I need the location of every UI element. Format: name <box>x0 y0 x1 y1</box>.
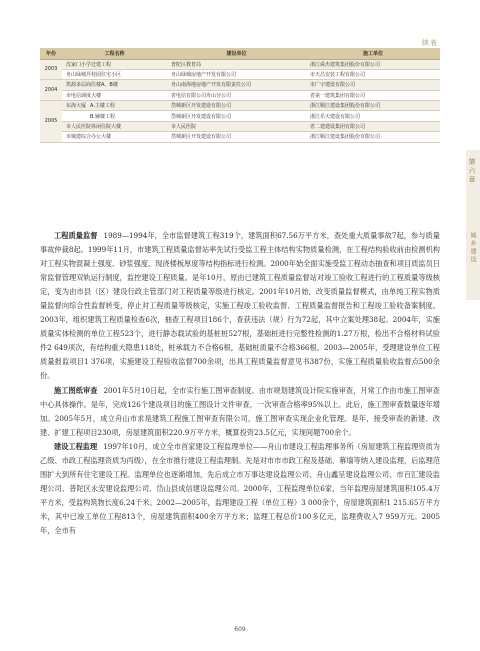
project-cell <box>62 111 167 121</box>
col-header-project: 工程名称 <box>62 48 167 59</box>
contractor-cell: 浙江乐天建设有限公司 <box>306 111 440 121</box>
builder-cell: 舟山绿城房地产开发有限公司 <box>167 69 306 79</box>
project-cell: 沈家门小学迁建工程 <box>62 59 167 69</box>
table-row <box>40 59 440 69</box>
table-row <box>40 101 440 111</box>
contractor-cell: 浙江舜杰建筑集团股份有限公司 <box>306 59 440 69</box>
paragraph-heading: 工程质量监督 <box>54 231 98 240</box>
builder-cell: 省电信有限公司舟山分公司 <box>167 90 306 100</box>
project-cell: 凯源多层商住楼A、B楼 <box>62 80 167 90</box>
contractor-cell: 市天昌安装工程有限公司 <box>306 69 440 79</box>
body-text <box>40 229 440 538</box>
table-row <box>40 111 440 121</box>
contractor-cell: 省第一建筑集团有限公司 <box>306 90 440 100</box>
builder-cell: 舟山南海地房地产开发有限责任公司 <box>167 80 306 90</box>
paragraph-heading: 施工图纸审查 <box>54 385 98 395</box>
table-row <box>40 69 440 79</box>
project-cell: 舟山绿城丹桂园住宅小区 <box>62 69 167 79</box>
table-header-row <box>40 48 440 59</box>
paragraph-quality-supervision <box>40 229 440 384</box>
section-label: 城乡建设 <box>469 232 476 264</box>
project-subitem: A.主楼工程 <box>90 103 115 110</box>
col-header-contractor: 施工单位 <box>306 48 440 59</box>
col-header-year: 年份 <box>40 48 62 59</box>
project-cell: 市城建综合办公大楼 <box>62 132 167 142</box>
table-row <box>40 90 440 100</box>
builder-cell: 岱城新区开发建设有限公司 <box>167 111 306 121</box>
project-group-label: 东海大厦 <box>65 103 86 110</box>
paragraph-supervision <box>40 440 440 538</box>
paragraph-body: 1989—1994年，全市监督建筑工程319个，建筑面积67.56万平方米，查处重大质量事故7起，参与质量事故仲裁8起。1999年11月，市建筑工程质量监督站率先试行受监工程主体结构实物质量检测，在工程结构验收前由检测机构对工程实物混凝土强度、砂浆强度、现浇楼板厚度等结构指标进行检测。2000年始全面实施受监工程动态抽查和项目质监员日常监督管理双轨运行制度，监控建设工程质量。是年10月，原由已建筑工程质量监督站对竣工验收工程进行的工程质量等级核定，变为由市县（区）建设行政主管部门对工程质量等级进行核定。2001年10月始，改变质量监督模式，由单纯工程实物质量监督向综合性监督转变，停止对工程质量等级核定，实施工程竣工验收监督、工程质量监督报告和工程竣工验收备案制度。2003年，组织建筑工程质量检查6次，抽查工程项目186个，查获违法（规）行为72起，其中立案处理38起。2004年，实施质量实体检测的单位工程523个，进行静态载试验的基桩桩527根，基础桩进行完整性检测的1.27万根，检出不合格材料试验件2 649项次，有结构重大隐患118处，桩承载力不合格6根，基础桩质量不合格366根。2003—2005年，受理建设单位工程质量报监项目1 376项，实施建设工程验收监督700余项，出具工程质量监督意见书387份，实施工程质量验收监督点500余份。 <box>40 231 440 381</box>
chapter-label: 第六章 <box>468 158 476 185</box>
page-number: 609 <box>234 626 246 633</box>
year-cell: 2005 <box>40 101 62 143</box>
paragraph-heading: 建设工程监理 <box>54 441 98 451</box>
chapter-side-tab <box>460 150 480 300</box>
builder-cell: 岱城新区开发建设有限公司 <box>167 101 306 111</box>
col-header-builder: 建设单位 <box>167 48 306 59</box>
project-cell: 市电信调度大楼 <box>62 90 167 100</box>
contractor-cell: 市广宇建设有限公司 <box>306 80 440 90</box>
project-subitem: B.辅楼工程 <box>90 113 116 120</box>
paragraph-body: 2001年5月10日起，全市实行施工图审查制度。由市规划建筑设计院实施审查，月常工作由市施工图审查中心具体操作。是年，完成126个建设项目的施工图设计文件审查，一次审查合格率95%以上。此后，施工图审查数量逐年增加。2005年5月，成立舟山市求是建筑工程施工图审查有限公司，施工图审查实现企业化管理。是年，接受审查的新建、改建、扩建工程项目230项，房屋建筑面积220.9万平方米，概算投资23.5亿元，实现间题700余个。 <box>40 385 440 437</box>
project-cell: 市人民医院休闲住院大楼 <box>62 121 167 131</box>
contractor-cell: 浙江顺江建设集团股份有限公司 <box>306 101 440 111</box>
builder-cell: 普陀区教育局 <box>167 59 306 69</box>
year-cell: 2004 <box>40 80 62 101</box>
paragraph-body: 1997年10月，成立全市首家建设工程监理单位——舟山市建设工程监理事务所（房屋建筑工程监理资质为乙级、市政工程监理资质为丙级），在全市推行建设工程监理制。先是对市市市政工程及基础、幕墙等纳入建设监理，后监理范围扩大到所有住宅建设工程。监理单位也逐渐增加，先后成立市万事达建设监理公司、舟山鑫呈建设监理公司、市百汇建设监理公司、普陀区永安建设监理公司、岱山县成信建设监理公司。2000年，工程监理单位6家，当年监理房屋建筑面积105.4万平方米，受监构筑物长度6.24千米。2002—2005年，监理建设工程（单位工程）3 000余个，房屋建筑面积1 215.65万平方米，其中已竣工单位工程813个，房屋建筑面积400余万平方米；监理工程总价100多亿元，监理费收入7 959万元。2005年，全市有 <box>40 441 440 535</box>
contractor-cell: 省二建建设集团有限公司 <box>306 121 440 131</box>
builder-cell: 岱城新区开发建设有限公司 <box>167 132 306 142</box>
award-projects-table <box>40 48 440 143</box>
year-cell: 2003 <box>40 59 62 80</box>
contractor-cell: 浙江顺江建设集团股份有限公司 <box>306 132 440 142</box>
table-row <box>40 121 440 131</box>
paragraph-drawing-review <box>40 384 440 440</box>
project-cell <box>62 101 167 111</box>
table-row <box>40 80 440 90</box>
table-row <box>40 132 440 142</box>
builder-cell: 市人民医院 <box>167 121 306 131</box>
continued-table-label: 续表 <box>422 39 438 47</box>
